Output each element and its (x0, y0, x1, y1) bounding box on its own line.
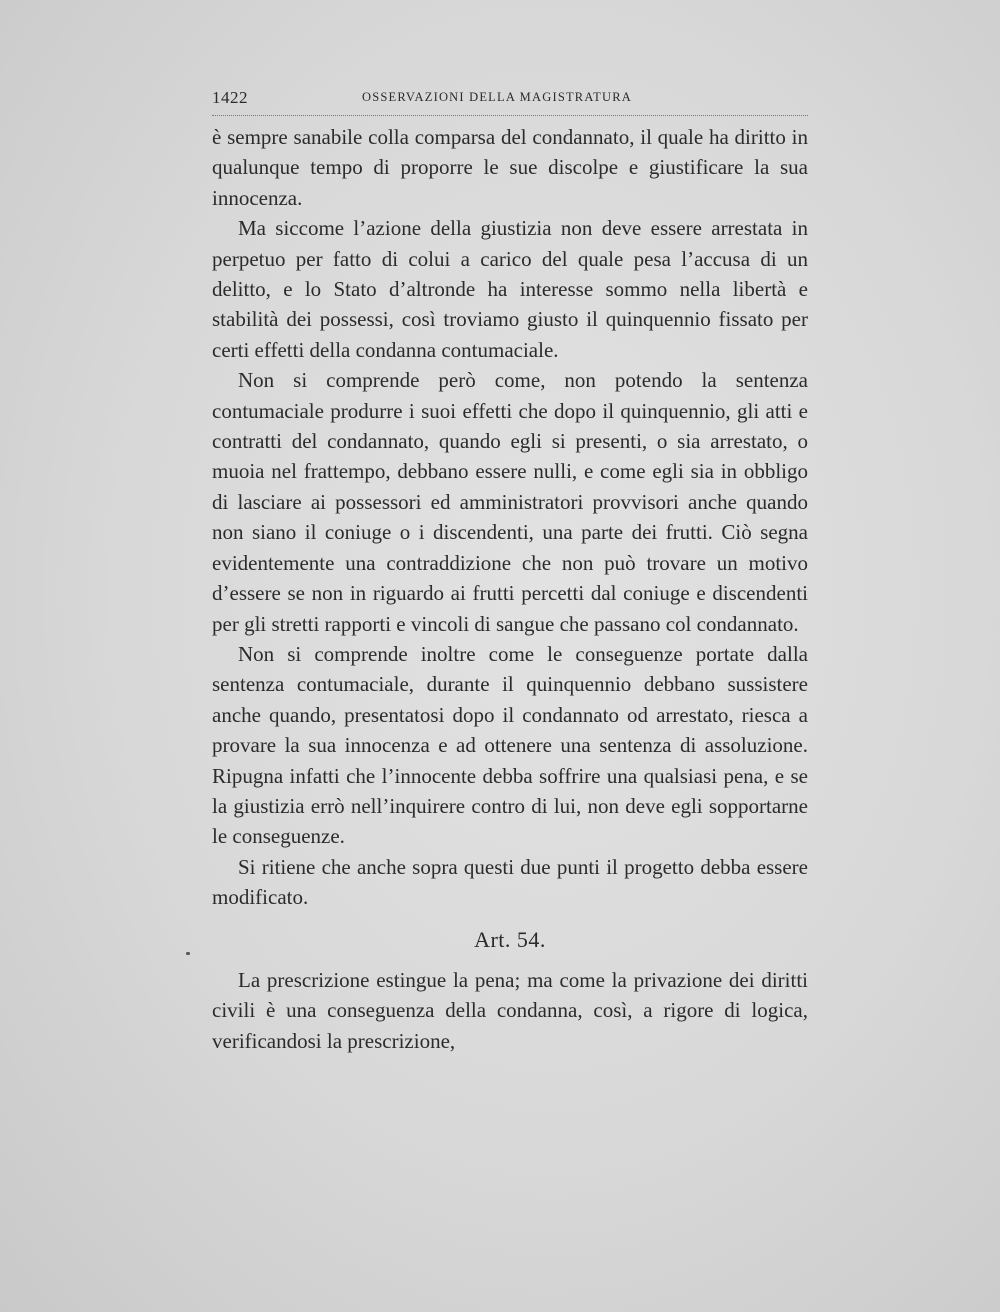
body-text (212, 122, 808, 1056)
header-rule (212, 115, 808, 116)
article-heading: Art. 54. (474, 926, 546, 952)
page-number: 1422 (212, 88, 248, 107)
paragraph: Ma siccome l’azione della giustizia non deve essere arrestata in perpetuo per fatto di colui a carico del quale pesa l’accusa di un delitto, e lo Stato d’altronde ha interesse sommo nella libertà e stabilità dei possessi, così troviamo giusto il quinquennio fissato per certi effetti della condanna contumaciale. (212, 216, 808, 362)
page-header (212, 88, 808, 114)
paragraph: Si ritiene che anche sopra questi due punti il progetto debba essere modificato. (212, 854, 808, 910)
ink-speck (186, 952, 190, 955)
running-title: OSSERVAZIONI DELLA MAGISTRATURA (362, 90, 633, 104)
paragraph: Non si comprende però come, non potendo la sentenza contumaciale produrre i suoi effetti che dopo il quinquennio, gli atti e contratti del condannato, quando egli si presenti, o sia arrestato, o muoia nel frattempo, debbano essere nulli, e come egli sia in obbligo di lasciare ai possessori ed amministratori provvisori anche quando non siano il coniuge o i discendenti, una parte dei frutti. Ciò segna evidentemente una contraddizione che non può trovare un motivo d’essere se non in riguardo ai frutti percetti dal coniuge e discendenti per gli stretti rapporti e vincoli di sangue che passano col condannato. (212, 368, 808, 636)
paragraph: La prescrizione estingue la pena; ma come la privazione dei diritti civili è una conseguenza della condanna, così, a rigore di logica, verificandosi la prescrizione, (212, 967, 808, 1053)
paragraph: Non si comprende inoltre come le conseguenze portate dalla sentenza contumaciale, durante il quinquennio debbano sussistere anche quando, presentatosi dopo il condannato od arrestato, riesca a provare la sua innocenza e ad ottenere una sentenza di assoluzione. Ripugna infatti che l’innocente debba soffrire una qualsiasi pena, e se la giustizia errò nell’inquirere contro di lui, non deve egli sopportarne le conseguenze. (212, 641, 808, 849)
paragraph: è sempre sanabile colla comparsa del condannato, il quale ha diritto in qualunque tempo di proporre le sue discolpe e giustificare la sua innocenza. (212, 125, 808, 210)
